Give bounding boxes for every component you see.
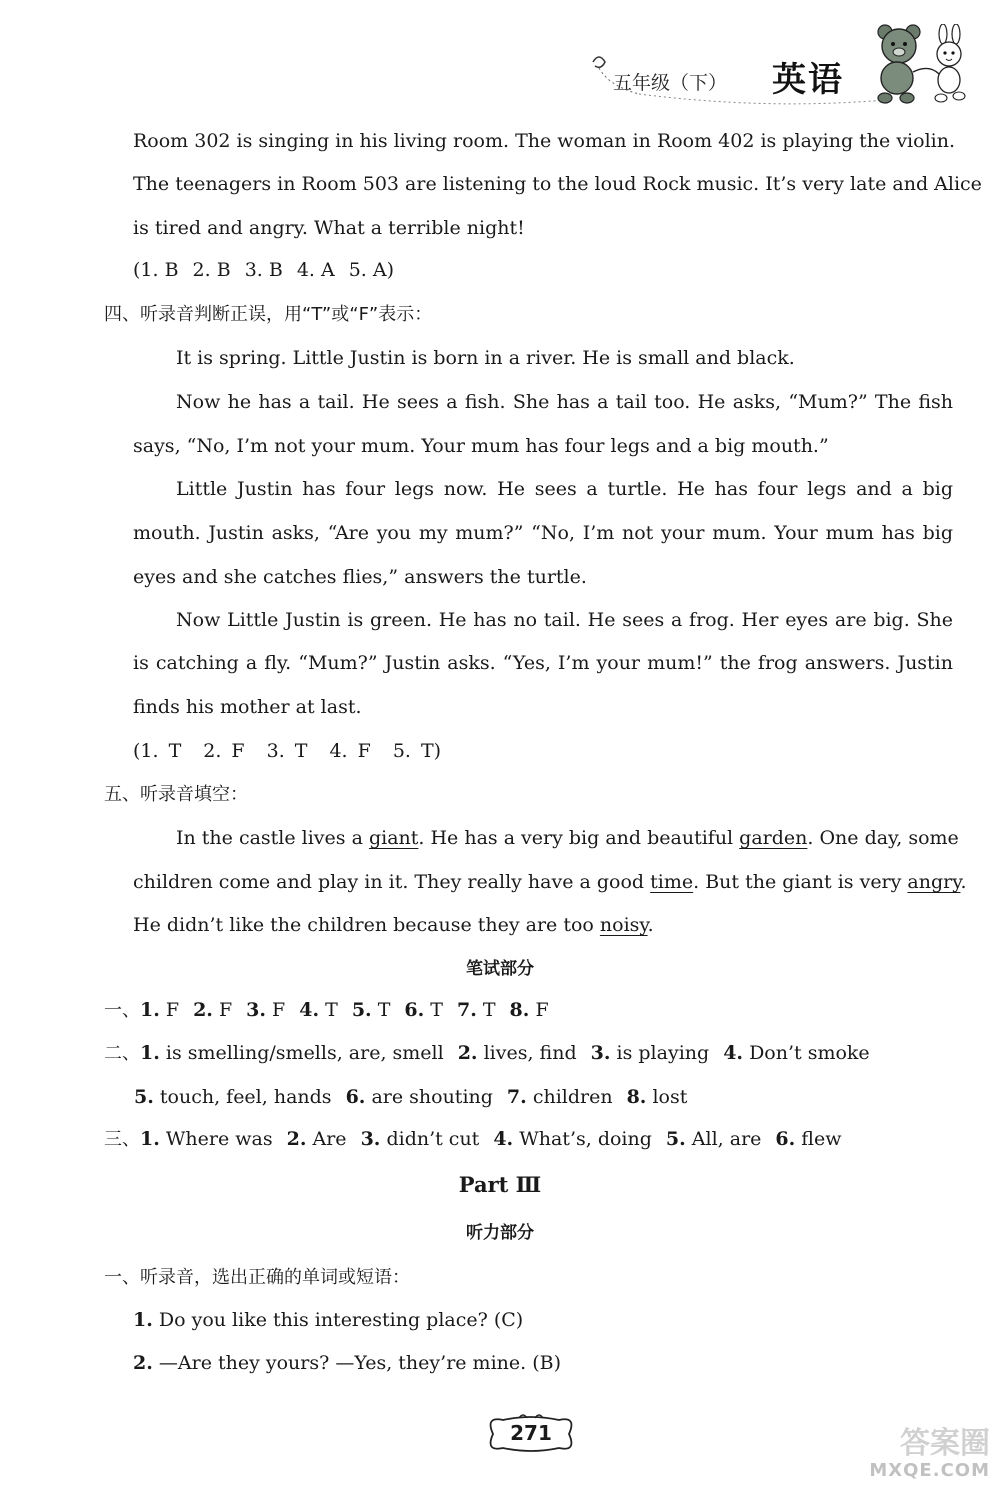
fill-blank-line <box>176 826 959 850</box>
passage-line: Room 302 is singing in his living room. The woman in Room 402 is playing the violin. <box>133 130 956 152</box>
part-title: Part Ⅲ <box>458 1172 542 1197</box>
text-segment: . One day, some <box>807 827 959 849</box>
answer-item: T <box>325 999 338 1021</box>
answer-item: T <box>430 999 443 1021</box>
page-number: 271 <box>510 1421 552 1445</box>
item-number: 3. <box>590 1042 611 1064</box>
answer-item: Where was <box>165 1128 273 1150</box>
answer-key-line <box>133 739 455 763</box>
passage-line: It is spring. Little Justin is born in a river. He is small and black. <box>176 347 795 369</box>
answer-row-q3 <box>104 1127 855 1152</box>
text-segment: . <box>647 914 654 936</box>
answer-item: 2. B <box>192 259 231 281</box>
answer-row-q1 <box>104 998 563 1023</box>
filled-answer: noisy <box>599 914 648 936</box>
item-number: 1. <box>140 1042 160 1064</box>
item-number: 2. <box>133 1352 153 1374</box>
text-segment: He didn’t like the children because they are too <box>133 914 600 936</box>
passage-line: Now he has a tail. He sees a fish. She has a tail too. He asks, “Mum?” The fish <box>176 391 953 413</box>
text-segment: . <box>960 871 967 893</box>
answer-item: 5. T) <box>392 740 442 762</box>
answer-item: are shouting <box>371 1086 493 1108</box>
question-text: Do you like this interesting place? (C) <box>158 1309 524 1331</box>
item-number: 1. <box>140 1128 160 1150</box>
answer-item: lives, find <box>483 1042 577 1064</box>
answer-key-line <box>133 258 408 282</box>
item-number: 8. <box>509 999 530 1021</box>
item-number: 1. <box>133 1309 153 1331</box>
item-number: 2. <box>193 999 213 1021</box>
fill-blank-line <box>133 870 967 894</box>
answer-item: T <box>482 999 496 1021</box>
item-number: 4. <box>299 999 320 1021</box>
answer-item: 3. T <box>266 740 308 762</box>
item-number: 5. <box>351 999 372 1021</box>
answer-item: (1. T <box>133 740 182 762</box>
written-part-heading: 笔试部分 <box>466 959 534 979</box>
question-label: 一、 <box>104 1000 140 1021</box>
question-label: 二、 <box>104 1043 140 1064</box>
answer-item: 5. A) <box>348 259 395 281</box>
section-instruction: 四、听录音判断正误，用“T”或“F”表示： <box>104 304 433 325</box>
answer-item: F <box>535 999 549 1021</box>
passage-line: The teenagers in Room 503 are listening to the loud Rock music. It’s very late and Alice <box>133 173 982 195</box>
watermark <box>800 1418 990 1488</box>
item-number: 6. <box>404 999 425 1021</box>
item-number: 2. <box>457 1042 478 1064</box>
answer-item: children <box>532 1086 613 1108</box>
answer-item: 2. F <box>203 740 245 762</box>
item-number: 6. <box>775 1128 796 1150</box>
item-number: 7. <box>506 1086 527 1108</box>
question-label: 三、 <box>104 1129 140 1150</box>
header-subject: 英语 <box>772 60 844 100</box>
question-item <box>133 1351 561 1375</box>
filled-answer: garden <box>739 827 808 849</box>
item-number: 4. <box>493 1128 514 1150</box>
filled-answer: angry <box>907 871 961 893</box>
answer-item: F <box>165 999 180 1021</box>
page-number-badge <box>481 1412 581 1456</box>
passage-line: eyes and she catches flies,” answers the turtle. <box>133 566 587 588</box>
watermark-url: MXQE.COM <box>869 1460 990 1481</box>
passage-line: mouth. Justin asks, “Are you my mum?” “No, I’m not your mum. Your mum has big <box>133 522 953 544</box>
answer-item: lost <box>652 1086 688 1108</box>
section-instruction: 一、听录音，选出正确的单词或短语： <box>104 1267 410 1288</box>
answer-row-q2 <box>104 1041 884 1066</box>
item-number: 4. <box>723 1042 744 1064</box>
answer-item: didn’t cut <box>386 1128 480 1150</box>
text-segment: children come and play in it. They really have a good <box>133 871 651 893</box>
page-header <box>585 38 985 108</box>
answer-item: 4. F <box>329 740 371 762</box>
answer-item: is smelling/smells, are, smell <box>165 1042 444 1064</box>
fill-blank-line <box>133 913 654 937</box>
bear-and-bunny-icon <box>863 24 975 104</box>
passage-line: says, “No, I’m not your mum. Your mum has four legs and a big mouth.” <box>133 435 829 457</box>
item-number: 3. <box>246 999 266 1021</box>
answer-item: Are <box>312 1128 347 1150</box>
answer-item: is playing <box>616 1042 710 1064</box>
answer-item: F <box>218 999 233 1021</box>
passage-line: is catching a fly. “Mum?” Justin asks. “Yes, I’m your mum!” the frog answers. Justin <box>133 652 953 674</box>
passage-line: Little Justin has four legs now. He sees a turtle. He has four legs and a big <box>176 478 953 500</box>
text-segment: . He has a very big and beautiful <box>418 827 740 849</box>
watermark-logo-text: 答案圈 <box>900 1426 990 1461</box>
passage-line: finds his mother at last. <box>133 696 362 718</box>
answer-item: Don’t smoke <box>749 1042 870 1064</box>
answer-item: All, are <box>691 1128 762 1150</box>
question-text: —Are they yours? —Yes, they’re mine. (B) <box>158 1352 561 1374</box>
item-number: 5. <box>134 1086 154 1108</box>
item-number: 7. <box>456 999 477 1021</box>
listening-part-heading: 听力部分 <box>466 1223 534 1243</box>
answer-item: 4. A <box>296 259 335 281</box>
text-segment: In the castle lives a <box>176 827 369 849</box>
answer-item: 3. B <box>244 259 283 281</box>
section-instruction: 五、听录音填空： <box>104 784 248 805</box>
passage-line: is tired and angry. What a terrible night! <box>133 217 525 239</box>
header-grade: 五年级（下） <box>613 72 728 94</box>
passage-line: Now Little Justin is green. He has no tail. He sees a frog. Her eyes are big. She <box>176 609 953 631</box>
answer-item: flew <box>801 1128 842 1150</box>
item-number: 8. <box>626 1086 647 1108</box>
item-number: 5. <box>665 1128 686 1150</box>
filled-answer: time <box>650 871 694 893</box>
item-number: 3. <box>360 1128 381 1150</box>
item-number: 1. <box>140 999 160 1021</box>
item-number: 6. <box>345 1086 366 1108</box>
answer-item: What’s, doing <box>519 1128 652 1150</box>
answer-item: F <box>272 999 286 1021</box>
answer-item: T <box>377 999 391 1021</box>
question-item <box>133 1308 523 1332</box>
filled-answer: giant <box>368 827 419 849</box>
answer-row-q2-continued <box>134 1085 701 1109</box>
item-number: 2. <box>286 1128 307 1150</box>
answer-item: (1. B <box>133 259 179 281</box>
answer-item: touch, feel, hands <box>159 1086 332 1108</box>
text-segment: . But the giant is very <box>693 871 908 893</box>
